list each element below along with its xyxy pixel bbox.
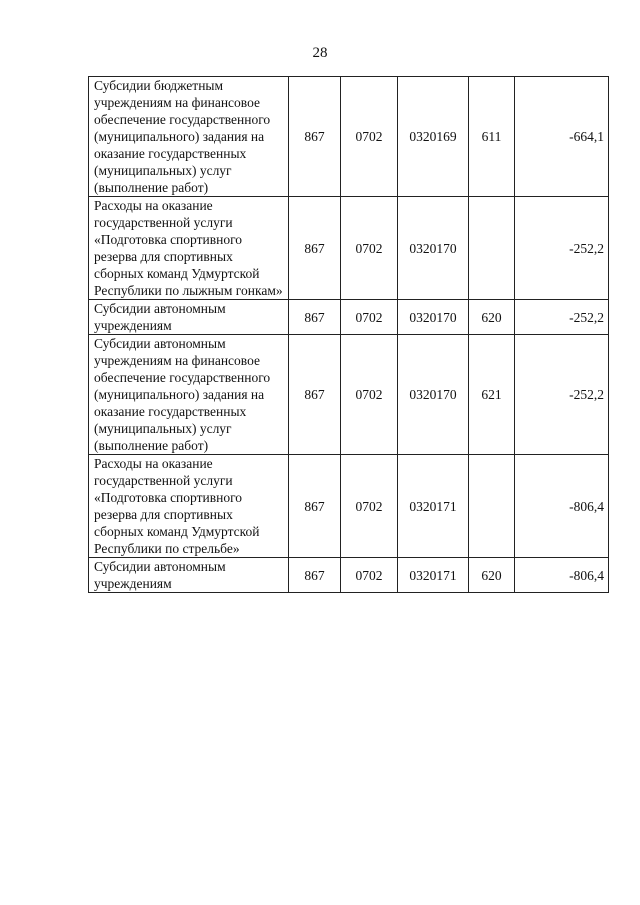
expense-type-cell: [469, 455, 515, 558]
section-code-cell: 0702: [341, 455, 398, 558]
row-name-cell: Субсидии автономным учреждениям на финансовое обеспечение государственного (муниципального) задания на оказание государственных (муниципальных) услуг (выполнение работ): [89, 335, 289, 455]
amount-cell: -806,4: [515, 455, 609, 558]
target-code-cell: 0320169: [398, 77, 469, 197]
table-row: [89, 558, 609, 593]
row-name-cell: Субсидии автономным учреждениям: [89, 558, 289, 593]
row-name-cell: Расходы на оказание государственной услуги «Подготовка спортивного резерва для спортивных сборных команд Удмуртской Республики по лыжным гонкам»: [89, 197, 289, 300]
amount-cell: -252,2: [515, 300, 609, 335]
target-code-cell: 0320170: [398, 300, 469, 335]
table-row: [89, 300, 609, 335]
admin-code-cell: 867: [289, 558, 341, 593]
section-code-cell: 0702: [341, 335, 398, 455]
target-code-cell: 0320170: [398, 197, 469, 300]
admin-code-cell: 867: [289, 335, 341, 455]
page-number: 28: [312, 45, 328, 61]
amount-cell: -252,2: [515, 197, 609, 300]
table-row: [89, 197, 609, 300]
expense-type-cell: [469, 197, 515, 300]
expense-type-cell: 611: [469, 77, 515, 197]
target-code-cell: 0320170: [398, 335, 469, 455]
row-name-cell: Расходы на оказание государственной услуги «Подготовка спортивного резерва для спортивных сборных команд Удмуртской Республики по стрельбе»: [89, 455, 289, 558]
amount-cell: -252,2: [515, 335, 609, 455]
row-name-cell: Субсидии автономным учреждениям: [89, 300, 289, 335]
table-row: [89, 77, 609, 197]
section-code-cell: 0702: [341, 558, 398, 593]
target-code-cell: 0320171: [398, 455, 469, 558]
budget-table-body: [89, 77, 609, 593]
section-code-cell: 0702: [341, 197, 398, 300]
expense-type-cell: 621: [469, 335, 515, 455]
expense-type-cell: 620: [469, 558, 515, 593]
table-row: [89, 335, 609, 455]
expense-type-cell: 620: [469, 300, 515, 335]
row-name-cell: Субсидии бюджетным учреждениям на финансовое обеспечение государственного (муниципального) задания на оказание государственных (муниципальных) услуг (выполнение работ): [89, 77, 289, 197]
amount-cell: -806,4: [515, 558, 609, 593]
budget-table: [88, 76, 609, 593]
admin-code-cell: 867: [289, 300, 341, 335]
section-code-cell: 0702: [341, 300, 398, 335]
admin-code-cell: 867: [289, 455, 341, 558]
amount-cell: -664,1: [515, 77, 609, 197]
table-row: [89, 455, 609, 558]
admin-code-cell: 867: [289, 77, 341, 197]
admin-code-cell: 867: [289, 197, 341, 300]
target-code-cell: 0320171: [398, 558, 469, 593]
section-code-cell: 0702: [341, 77, 398, 197]
